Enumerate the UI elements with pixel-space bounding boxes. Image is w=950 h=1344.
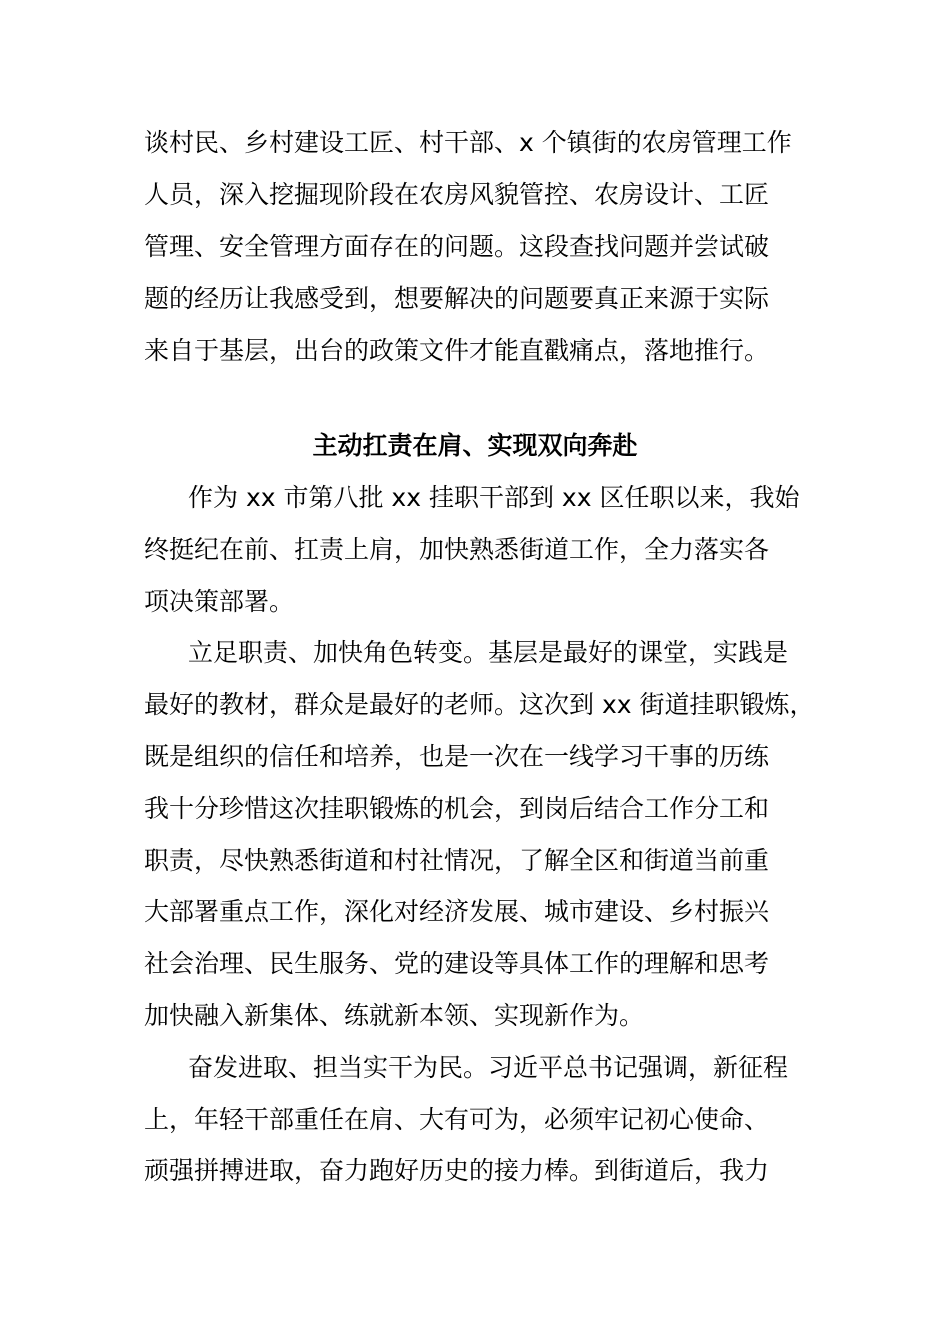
text-line: 来自于基层，出台的政策文件才能直戳痛点，落地推行。 bbox=[144, 336, 770, 365]
text-line: 顽强拼搏进取，奋力跑好历史的接力棒。到街道后，我力 bbox=[144, 1156, 770, 1185]
text-line: 加快融入新集体、练就新本领、实现新作为。 bbox=[144, 1001, 645, 1030]
text-line: 大部署重点工作，深化对经济发展、城市建设、乡村振兴 bbox=[144, 897, 770, 926]
text-line: 谈村民、乡村建设工匠、村干部、x 个镇街的农房管理工作 bbox=[144, 128, 792, 157]
text-line: 社会治理、民生服务、党的建设等具体工作的理解和思考 bbox=[144, 949, 770, 978]
text-line: 终挺纪在前、扛责上肩，加快熟悉街道工作，全力落实各 bbox=[144, 535, 770, 564]
text-line: 上，年轻干部重任在肩、大有可为，必须牢记初心使命、 bbox=[144, 1105, 770, 1134]
text-line: 既是组织的信任和培养，也是一次在一线学习干事的历练 bbox=[144, 742, 770, 771]
text-line: 职责，尽快熟悉街道和村社情况，了解全区和街道当前重 bbox=[144, 846, 770, 875]
text-line: 作为 xx 市第八批 xx 挂职干部到 xx 区任职以来，我始 bbox=[188, 483, 800, 512]
text-line: 题的经历让我感受到，想要解决的问题要真正来源于实际 bbox=[144, 284, 770, 313]
text-line: 人员，深入挖掘现阶段在农房风貌管控、农房设计、工匠 bbox=[144, 180, 770, 209]
text-line: 我十分珍惜这次挂职锻炼的机会，到岗后结合工作分工和 bbox=[144, 794, 770, 823]
section-heading: 主动扛责在肩、实现双向奔赴 bbox=[312, 431, 638, 460]
text-line: 项决策部署。 bbox=[144, 587, 295, 616]
text-line: 最好的教材，群众是最好的老师。这次到 xx 街道挂职锻炼， bbox=[144, 690, 815, 719]
text-line: 奋发进取、担当实干为民。习近平总书记强调，新征程 bbox=[188, 1053, 789, 1082]
text-line: 立足职责、加快角色转变。基层是最好的课堂，实践是 bbox=[188, 638, 789, 667]
text-line: 管理、安全管理方面存在的问题。这段查找问题并尝试破 bbox=[144, 232, 770, 261]
